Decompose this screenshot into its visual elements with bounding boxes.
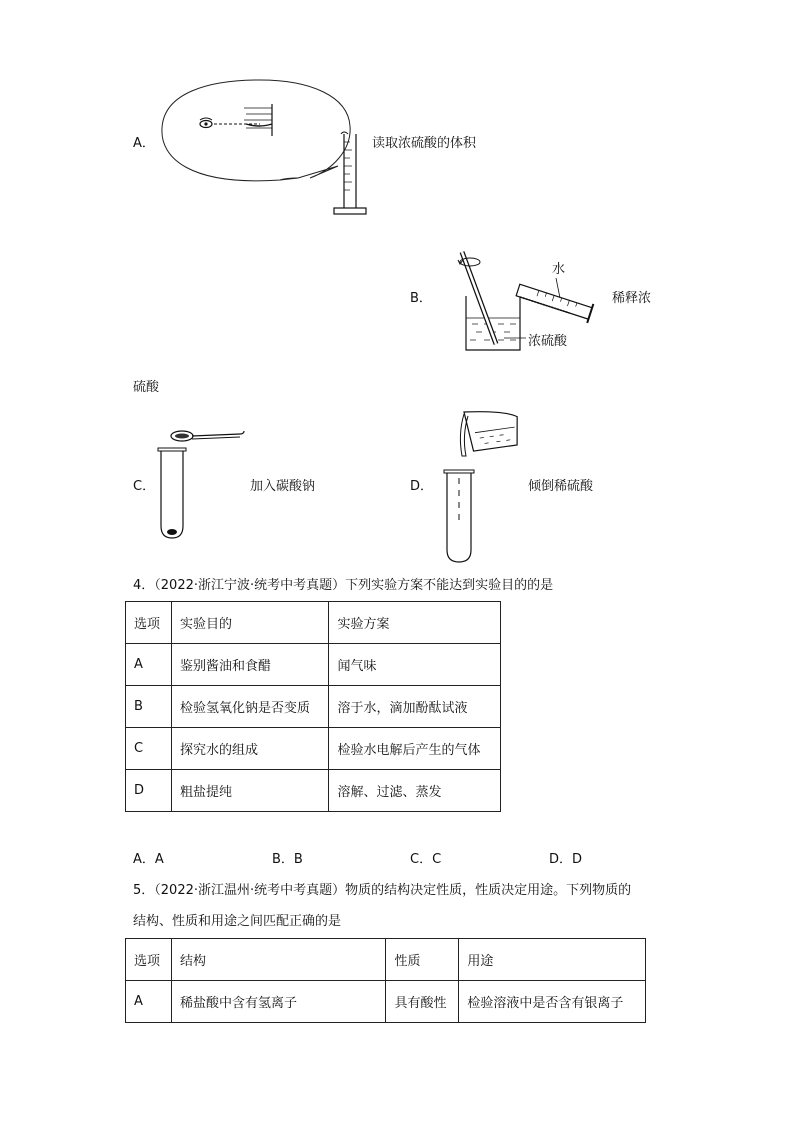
question-4-stem: 4．（2022·浙江宁波·统考中考真题）下列实验方案不能达到实验目的的是 [133,578,554,593]
header-cell: 实验目的 [171,602,329,644]
label-water: 水 [552,262,566,277]
table-cell: 溶于水，滴加酚酞试液 [329,686,501,728]
question-5-stem-line1: 5．（2022·浙江温州·统考中考真题）物质的结构决定性质，性质决定用途。下列物质的 [133,883,632,898]
option-d-letter: D． [410,479,434,494]
header-cell: 实验方案 [329,602,501,644]
option-a-letter: A． [133,136,155,151]
table-row [126,728,501,770]
table-cell: 稀盐酸中含有氢离子 [171,981,386,1023]
header-cell: 选项 [126,939,172,981]
table-row [126,770,501,812]
header-cell: 选项 [126,602,172,644]
table-header-row [126,602,501,644]
table-cell: 溶解、过滤、蒸发 [329,770,501,812]
choice-d[interactable]: D．D [549,852,583,867]
choice-b[interactable]: B．B [272,852,303,867]
table-header-row [126,939,646,981]
option-a-caption: 读取浓硫酸的体积 [372,136,477,151]
table-cell: D [126,770,172,812]
table-cell: 粗盐提纯 [171,770,329,812]
table-cell: C [126,728,172,770]
table-cell: 鉴别酱油和食醋 [171,644,329,686]
table-row [126,686,501,728]
table-cell: A [126,981,172,1023]
question-5-stem-line2: 结构、性质和用途之间匹配正确的是 [133,914,342,929]
question-4-table [125,601,501,812]
table-cell: 探究水的组成 [171,728,329,770]
header-cell: 结构 [171,939,386,981]
option-d-caption: 倾倒稀硫酸 [528,479,594,494]
table-cell: B [126,686,172,728]
choice-a[interactable]: A．A [133,852,164,867]
spatula-test-tube-figure [156,426,252,544]
option-b-caption-wrap: 硫酸 [133,380,160,395]
option-c-caption: 加入碳酸钠 [250,479,316,494]
option-b-caption: 稀释浓 [612,291,652,306]
table-row [126,981,646,1023]
pouring-acid-figure [434,406,524,566]
header-cell: 性质 [386,939,459,981]
table-cell: A [126,644,172,686]
option-c-letter: C． [133,479,156,494]
label-concentrated-acid: 浓硫酸 [528,334,568,349]
graduated-cylinder-reading-figure [160,78,370,218]
question-5-table [125,938,646,1023]
option-b-letter: B． [410,291,432,306]
table-cell: 具有酸性 [386,981,459,1023]
table-cell: 闻气味 [329,644,501,686]
choice-c[interactable]: C．C [410,852,442,867]
table-cell: 检验水电解后产生的气体 [329,728,501,770]
table-row [126,644,501,686]
table-cell: 检验溶液中是否含有银离子 [459,981,646,1023]
table-cell: 检验氢氧化钠是否变质 [171,686,329,728]
header-cell: 用途 [459,939,646,981]
